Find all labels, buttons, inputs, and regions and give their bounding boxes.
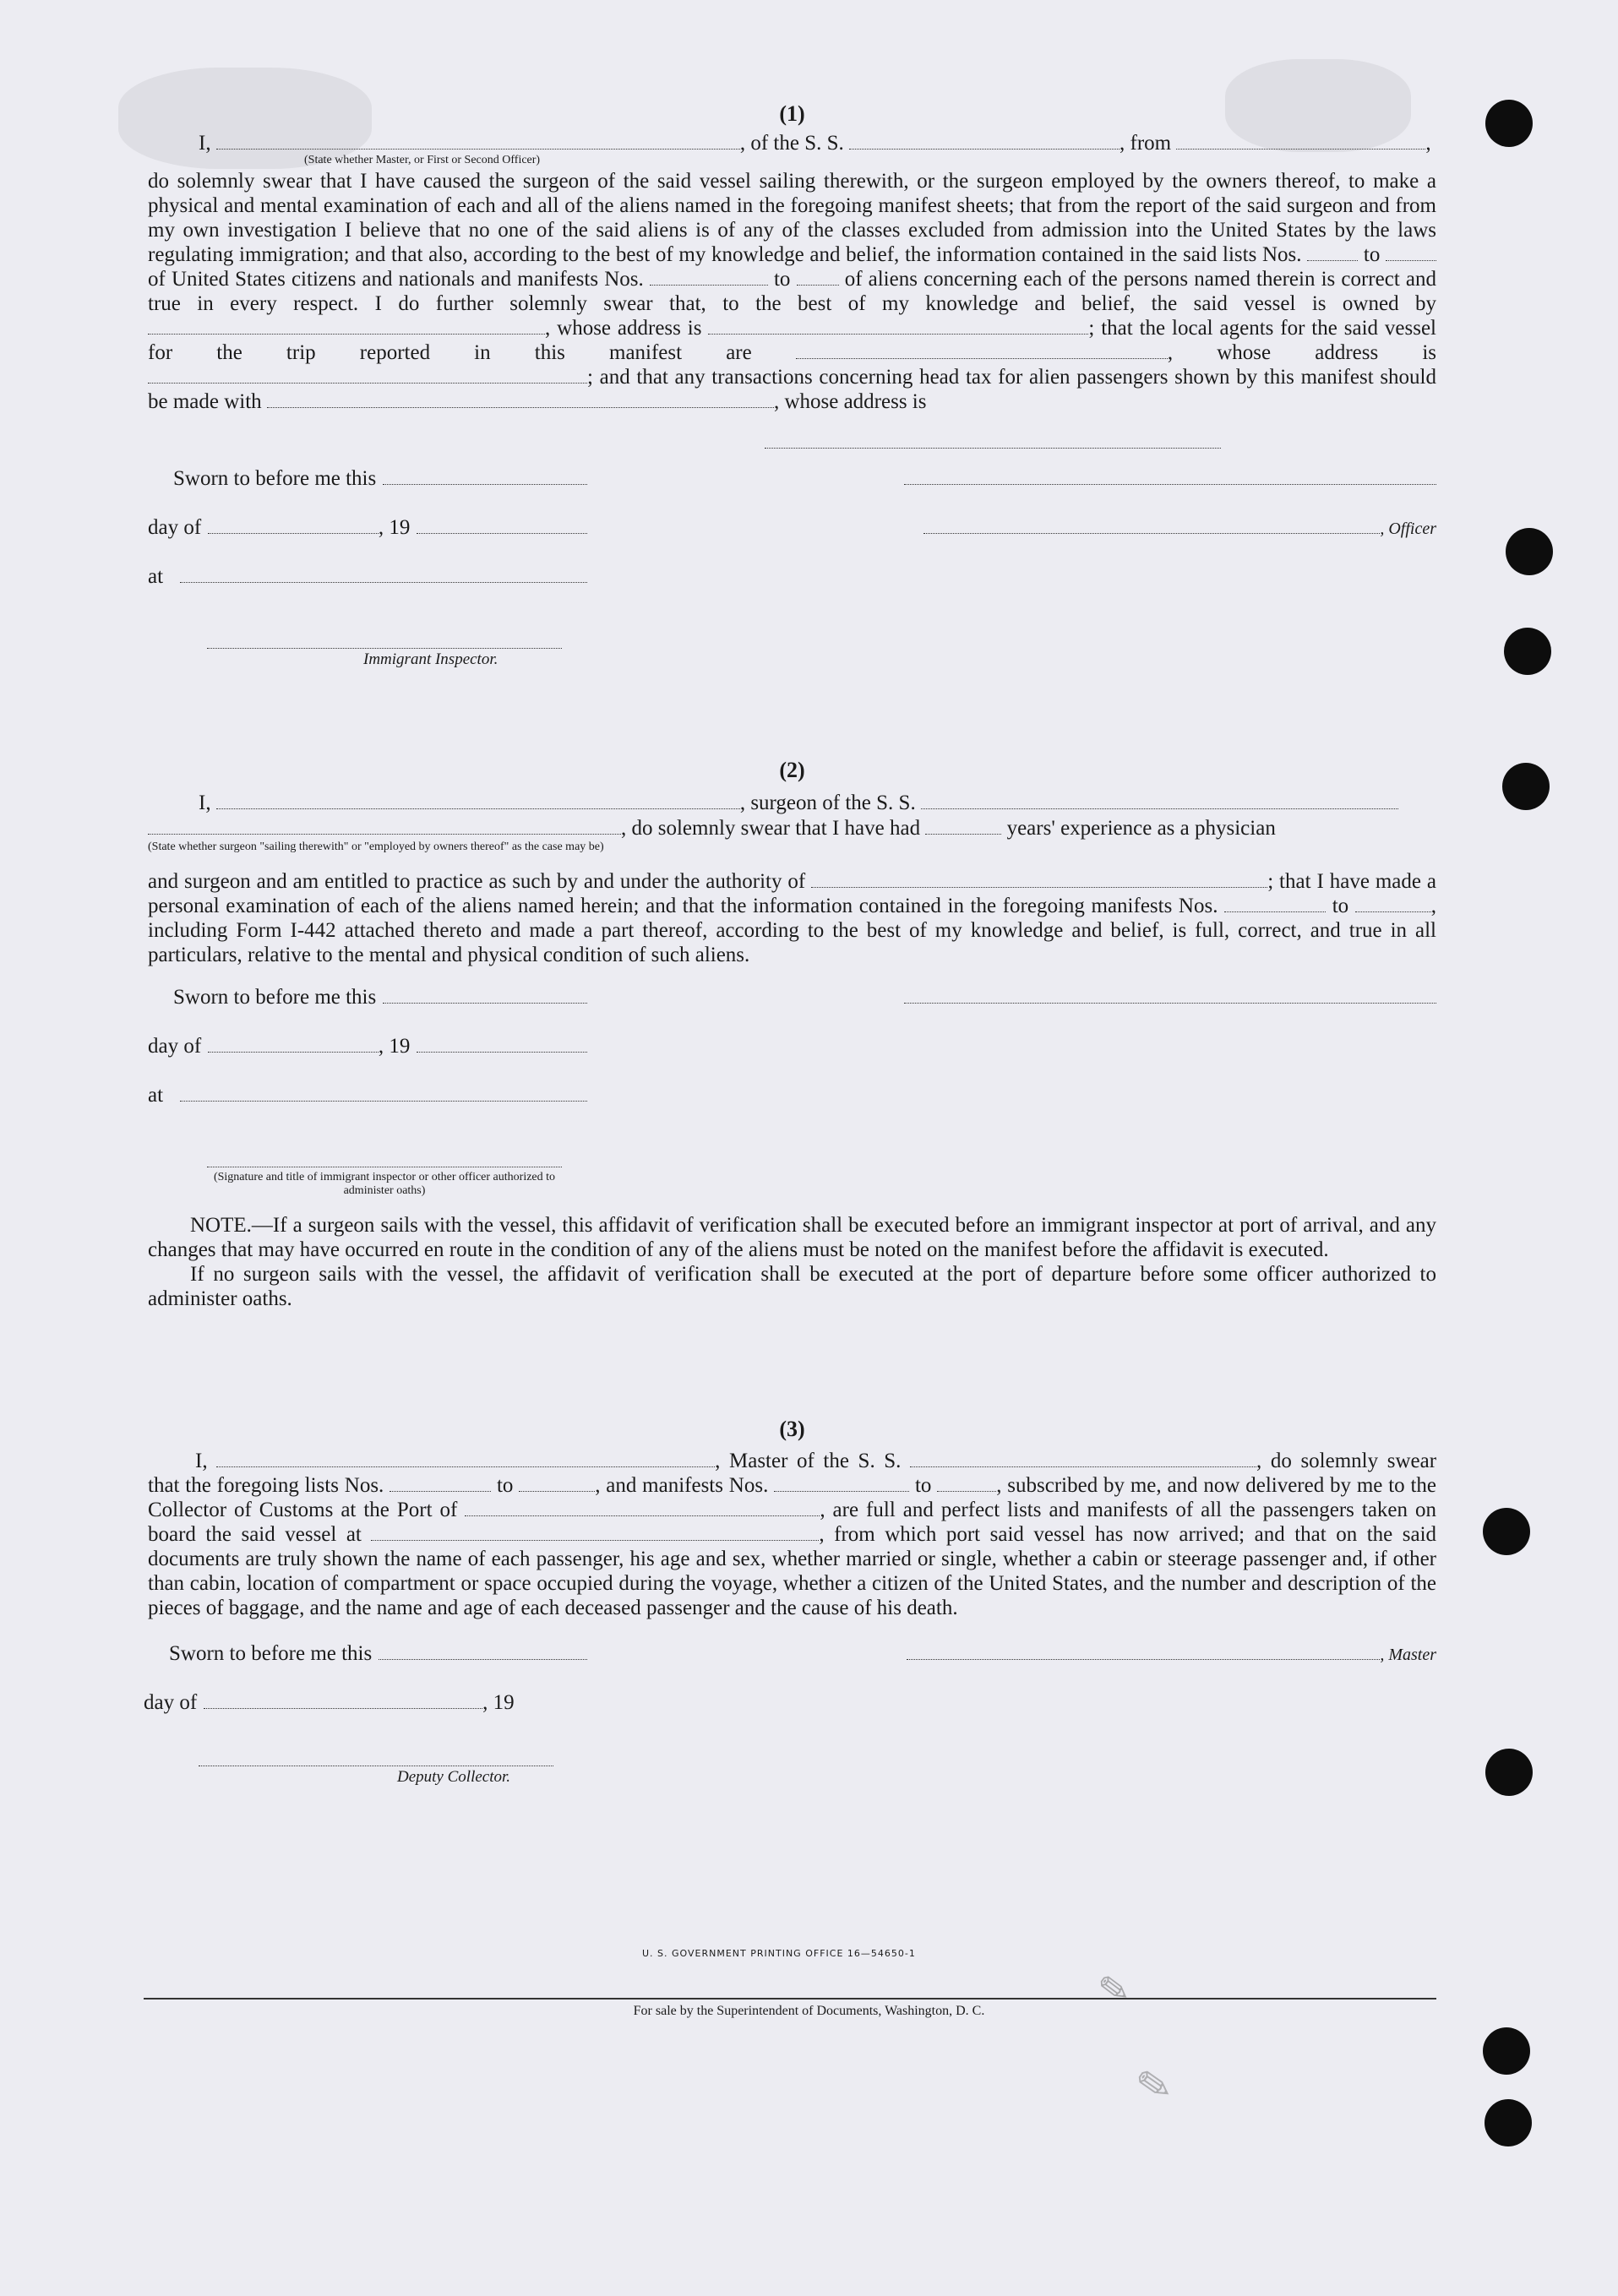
sworn-date-field[interactable]: [383, 467, 587, 485]
punch-hole: [1502, 763, 1550, 810]
signature-caption: (Signature and title of immigrant inspector or other officer authorized to administer oaths): [213, 1171, 556, 1197]
surgeon-type-field[interactable]: [148, 817, 621, 835]
form-content: [144, 101, 1437, 1787]
section-3-sworn-row: Sworn to before me this , Master: [169, 1642, 1436, 1665]
section-1-sworn-row: Sworn to before me this: [148, 467, 1436, 516]
authority-field[interactable]: [811, 870, 1267, 888]
boarded-at-field[interactable]: [371, 1523, 819, 1541]
surgeon-note: (State whether surgeon "sailing therewith" or "employed by owners thereof" as the case may be): [148, 841, 604, 853]
lists-to-field-3[interactable]: [519, 1474, 595, 1492]
agents-address-field[interactable]: [148, 366, 587, 384]
agents-field[interactable]: [796, 341, 1168, 359]
sworn-date-field-2[interactable]: [383, 986, 587, 1004]
surgeon-name-field[interactable]: [216, 792, 740, 809]
section-2-number: (2): [779, 758, 805, 782]
note-1: NOTE.—If a surgeon sails with the vessel, this affidavit of verification shall be executed before an immigrant inspector at port of arrival, and any changes that may have occurred en route in the condition of any of the aliens must be noted on the manifest before the affidavit is executed.: [148, 1214, 1436, 1261]
footer-text: For sale by the Superintendent of Documents, Washington, D. C.: [633, 2004, 985, 2018]
officer-name-field[interactable]: [216, 132, 740, 150]
manifests-from-field[interactable]: [650, 268, 768, 286]
manifests-from-field-3[interactable]: [774, 1474, 909, 1492]
section-1-body: do solemnly swear that I have caused the surgeon of the said vessel sailing therewith, or the surgeon employed by the owners thereof, to make a physical and mental examination of each and all of the aliens named in the foregoing manifest sheets; that from the report of the said surgeon and from my own investigation I believe that no one of the said aliens is of any of the classes excluded from admission into the United States by the laws regulating immigration; and that also, according to the best of my knowledge and belief, the information contained in the said lists Nos. to of United States citizens and nationals and manifests Nos. to of aliens concerning each of the persons named therein is correct and true in every respect. I do further solemnly swear that, to the best of my knowledge and belief, the said vessel is owned by , whose address is ; that the local agents for the said vessel for the trip reported in this manifest are , whose address is ; and that any transactions concerning head tax for alien passengers shown by this manifest should be made with , whose address is: [148, 170, 1437, 413]
punch-hole: [1485, 2099, 1532, 2146]
punch-hole: [1506, 528, 1553, 575]
master-vessel-field[interactable]: [910, 1450, 1256, 1467]
manifests-to-field[interactable]: [797, 268, 839, 286]
address-continuation-field[interactable]: [765, 431, 1221, 449]
punch-hole: [1483, 2027, 1530, 2075]
inspector-signature-line[interactable]: [207, 631, 562, 649]
punch-hole: [1483, 1508, 1530, 1555]
sworn-date-field-3[interactable]: [379, 1642, 587, 1660]
handwriting-mark: ✎: [1132, 2058, 1176, 2114]
vessel-name-field[interactable]: [849, 132, 1120, 150]
handwriting-mark: ✎: [1095, 1966, 1133, 2014]
inspector-signature-line-2[interactable]: [207, 1150, 562, 1167]
master-name-field[interactable]: [216, 1450, 715, 1467]
lists-from-field[interactable]: [1307, 243, 1358, 261]
year-field-2[interactable]: [417, 1035, 587, 1053]
lists-to-field[interactable]: [1386, 243, 1436, 261]
day-field-3[interactable]: [204, 1691, 482, 1709]
note-2: If no surgeon sails with the vessel, the affidavit of verification shall be executed at the port of departure before some officer authorized to administer oaths.: [148, 1263, 1436, 1310]
at-field[interactable]: [180, 565, 587, 583]
years-experience-field[interactable]: [925, 817, 1001, 835]
section-3-number: (3): [779, 1417, 805, 1441]
lists-from-field-3[interactable]: [390, 1474, 491, 1492]
from-port-field[interactable]: [1176, 132, 1425, 150]
port-of-field[interactable]: [465, 1499, 820, 1516]
master-signature-line[interactable]: [907, 1642, 1380, 1660]
punch-hole: [1485, 1749, 1533, 1796]
officer-signature-line[interactable]: [904, 467, 1436, 485]
day-field[interactable]: [208, 516, 379, 534]
officer-note: (State whether Master, or First or Second Officer): [304, 154, 541, 166]
section-1-number: (1): [779, 101, 805, 126]
manifests-to-field-3[interactable]: [937, 1474, 996, 1492]
punch-hole: [1485, 100, 1533, 147]
section-2-day-row: day of , 19: [148, 1035, 1436, 1084]
surgeon-signature-line[interactable]: [904, 986, 1436, 1004]
section-2-line1: I, , surgeon of the S. S.: [148, 792, 1436, 817]
section-2-body: and surgeon and am entitled to practice as such by and under the authority of ; that I have made a personal examination of each of the aliens named herein; and that the information contained in the foregoing manifests Nos. to , including Form I-442 attached thereto and made a part thereof, according to the best of my knowledge and belief, is full, correct, and true in all particulars, relative to the mental and physical condition of such aliens.: [148, 870, 1437, 966]
punch-hole: [1504, 628, 1551, 675]
year-field[interactable]: [417, 516, 587, 534]
section-3-body: I, , Master of the S. S. , do solemnly swear that the foregoing lists Nos. to , and manifests Nos. to , subscribed by me, and now delivered by me to the Collector of Customs at the Port of , are full and perfect lists and manifests of all the passengers taken on board the said vessel at , from which port said vessel has now arrived; and that on the said documents are truly shown the name of each passenger, his age and sex, whether married or single, whether a cabin or steerage passenger and, if other than cabin, location of compartment or space occupied during the voyage, whether a citizen of the United States, and the number and description of the pieces of baggage, and the name and age of each deceased passenger and the cause of his death.: [148, 1450, 1437, 1619]
collector-label: Deputy Collector.: [397, 1768, 511, 1786]
section-1-day-row: day of , 19 , Officer: [148, 516, 1436, 539]
section-1-line1: I, , of the S. S. , from ,: [199, 132, 1431, 155]
printing-office-mark: U. S. GOVERNMENT PRINTING OFFICE 16—54650-1: [642, 1948, 916, 1959]
collector-signature-line[interactable]: [199, 1749, 553, 1766]
inspector-label: Immigrant Inspector.: [363, 650, 498, 668]
owner-field[interactable]: [148, 317, 545, 335]
surgeon-vessel-field[interactable]: [921, 792, 1398, 809]
at-field-2[interactable]: [180, 1084, 587, 1102]
manifests-to-field-2[interactable]: [1355, 895, 1431, 912]
owner-address-field[interactable]: [708, 317, 1088, 335]
footer-rule: [144, 1998, 1436, 1999]
section-2-at-row: at: [148, 1084, 1436, 1133]
section-2-line2: , do solemnly swear that I have had years' experience as a physician: [148, 817, 1436, 841]
section-2-sworn-row: Sworn to before me this: [148, 986, 1436, 1035]
officer-title-line[interactable]: [923, 516, 1380, 534]
section-3-day-row: day of , 19: [144, 1691, 515, 1714]
day-field-2[interactable]: [208, 1035, 379, 1053]
head-tax-contact-field[interactable]: [267, 390, 774, 408]
section-1-at-row: at: [148, 565, 1436, 614]
manifests-from-field-2[interactable]: [1224, 895, 1326, 912]
